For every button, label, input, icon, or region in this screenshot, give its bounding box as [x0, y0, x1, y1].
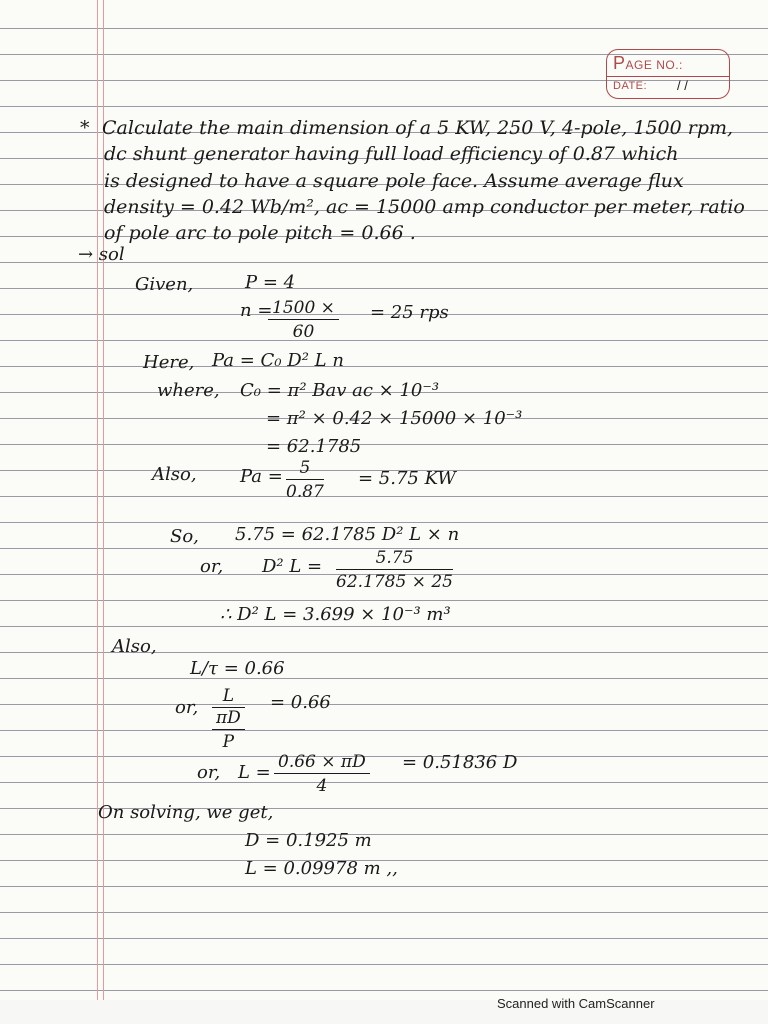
n-result: = 25 rps [370, 302, 449, 323]
given-p: P = 4 [245, 272, 296, 293]
pa2-fraction [286, 458, 324, 502]
or-label: or, [200, 556, 224, 577]
page-no-label: PAGE NO.: [613, 53, 683, 73]
or-label: or, [197, 762, 221, 783]
n-fraction [268, 298, 339, 342]
d2l-denominator: 62.1785 × 25 [336, 572, 453, 592]
date-label: DATE: [613, 80, 648, 92]
l-result: = 0.51836 D [402, 752, 518, 773]
l-denominator: 4 [316, 776, 328, 796]
pa2-numerator: 5 [286, 458, 324, 480]
pa2-denominator: 0.87 [286, 482, 324, 502]
n-lhs: n = [240, 300, 273, 321]
also-label-2: Also, [112, 636, 157, 657]
d-value: D = 0.1925 m [245, 830, 372, 851]
ratio2-denominator: P [222, 732, 235, 752]
c0-equation: C₀ = π² Bav ac × 10⁻³ [240, 380, 440, 401]
c0-substitution: = π² × 0.42 × 15000 × 10⁻³ [266, 408, 523, 429]
page-date-box [606, 49, 730, 99]
or-label: or, [175, 697, 199, 718]
d2l-result: ∴ D² L = 3.699 × 10⁻³ m³ [220, 604, 451, 625]
c0-value: = 62.1785 [266, 436, 362, 457]
so-equation: 5.75 = 62.1785 D² L × n [235, 524, 460, 545]
given-label: Given, [135, 274, 194, 295]
pa2-result: = 5.75 KW [358, 468, 456, 489]
question-line: of pole arc to pole pitch = 0.66 . [104, 222, 416, 244]
question-line: dc shunt generator having full load efficiency of 0.87 which [104, 143, 679, 165]
date-value: / / [677, 78, 688, 93]
solution-label: → sol [78, 244, 125, 265]
pa-equation: Pa = C₀ D² L n [212, 350, 344, 371]
d2l-fraction [336, 548, 453, 592]
l-value: L = 0.09978 m ,, [245, 858, 398, 879]
where-label: where, [157, 380, 220, 401]
pa2-lhs: Pa = [240, 466, 283, 487]
l-fraction [274, 752, 370, 796]
solving-label: On solving, we get, [98, 802, 274, 823]
d2l-lhs: D² L = [262, 556, 323, 577]
question-line: density = 0.42 Wb/m², ac = 15000 amp conductor per meter, ratio [104, 196, 745, 218]
d2l-numerator: 5.75 [336, 548, 453, 570]
ratio2-fraction [212, 686, 245, 752]
question-line: Calculate the main dimension of a 5 KW, 250 V, 4-pole, 1500 rpm, [102, 117, 734, 139]
question-bullet: * [80, 117, 90, 139]
ratio-equation: L/τ = 0.66 [190, 658, 285, 679]
ratio2-middle: πD [212, 708, 245, 730]
so-label: So, [170, 526, 199, 547]
l-lhs: L = [238, 762, 271, 783]
scanner-watermark: Scanned with CamScanner [497, 996, 655, 1011]
here-label: Here, [143, 352, 195, 373]
n-denominator: 60 [292, 322, 315, 342]
also-label: Also, [152, 464, 197, 485]
question-line: is designed to have a square pole face. Assume average flux [104, 170, 684, 192]
ratio2-result: = 0.66 [270, 692, 331, 713]
l-numerator: 0.66 × πD [274, 752, 370, 774]
margin-line [97, 0, 98, 1000]
ratio2-numerator: L [212, 686, 245, 708]
n-numerator: 1500 × [268, 298, 339, 320]
